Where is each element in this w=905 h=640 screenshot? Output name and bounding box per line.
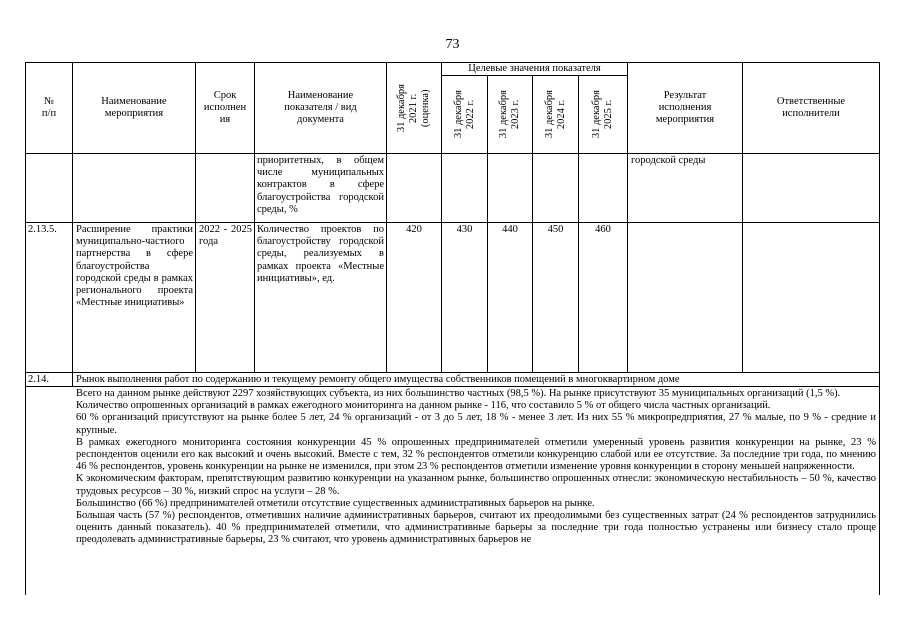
row-2135-deadline: 2022 - 2025 года — [199, 224, 252, 248]
row-divider-214 — [25, 386, 880, 387]
header-responsible: Ответственные исполнители — [776, 95, 846, 119]
header-name: Наименование мероприятия — [101, 95, 167, 119]
header-2025: 31 декабря 2025 г. — [591, 90, 614, 139]
header-2022-cell — [442, 76, 487, 153]
row-divider-continuation — [25, 222, 880, 223]
header-result: Результат исполнения мероприятия — [655, 89, 715, 126]
row-214-title: Рынок выполнения работ по содержанию и текущему ремонту общего имущества собственников помещений в многоквартирном доме — [76, 374, 680, 385]
header-2021: 31 декабря 2021 г. (оценка) — [396, 83, 431, 133]
row-2135-value-2023: 440 — [502, 224, 518, 235]
row-2135-value-2022: 430 — [456, 224, 473, 235]
header-2022: 31 декабря 2022 г. — [452, 90, 476, 139]
header-2023-cell — [488, 76, 532, 153]
header-2021-cell — [387, 63, 441, 153]
description-paragraph: Количество опрошенных организаций в рамках ежегодного мониторинга на данном рынке - 116, что составило 5 % от общего числа частных организаций. — [76, 400, 771, 412]
description-paragraph: Большая часть (57 %) респондентов, отметивших наличие административных барьеров, считают их преодолимыми без существенных затрат (24 % респондентов затруднились оценить данный показатель). 40 % предпринимателей отметили, что административные барьеры за последние три года полностью устранены или бизнесу стало проще преодолевать административные барьеры, 23 % считают, что уровень административных барьеров не — [76, 510, 876, 546]
row-2135-num: 2.13.5. — [28, 224, 57, 235]
header-bottom-border — [25, 153, 880, 154]
header-targets-group: Целевые значения показателя — [468, 63, 601, 74]
row-2135-indicator: Количество проектов по благоустройству городской среды, реализуемых в рамках проекта «Местные инициативы», ед. — [257, 224, 384, 284]
page-number: 73 — [445, 37, 460, 52]
row-214-num: 2.14. — [28, 374, 49, 385]
market-description — [76, 388, 876, 595]
header-2024-cell — [533, 76, 578, 153]
row-divider-2135 — [25, 372, 880, 373]
header-deadline: Срок исполнен ия — [203, 89, 247, 126]
table-right-border — [879, 62, 880, 595]
row-2135-name: Расширение практики муниципально-частного партнерства в сфере благоустройства городской среды в рамках регионального проекта «Местные инициативы» — [76, 224, 193, 309]
header-2024: 31 декабря 2024 г. — [543, 90, 567, 139]
header-2023: 31 декабря 2023 г. — [498, 90, 521, 139]
header-2025-cell — [579, 76, 627, 153]
continuation-indicator: приоритетных, в общем числе муниципальных контрактов в сфере благоустройства городской среды, % — [257, 155, 384, 215]
continuation-result: городской среды — [631, 155, 706, 166]
description-paragraph: Большинство (66 %) предпринимателей отметили отсутствие существенных административных барьеров на рынке. — [76, 497, 595, 509]
description-paragraph: 60 % организаций присутствуют на рынке более 5 лет, 24 % организаций - от 3 до 5 лет, 18 % - менее 3 лет. Из них 55 % микропредприятия, 27 % малые, по 9 % - средние и крупные. — [76, 412, 876, 436]
description-paragraph: Всего на данном рынке действуют 2297 хозяйствующих субъекта, из них большинство частных (98,5 %). На рынке присутствуют 35 муниципальных организаций (1,5 %). — [76, 388, 841, 399]
row-2135-value-2021: 420 — [406, 224, 422, 235]
header-indicator: Наименование показателя / вид документа — [284, 89, 357, 126]
description-paragraph: В рамках ежегодного мониторинга состояния конкуренции 45 % опрошенных предпринимателей отметили умеренный уровень развития конкуренции на рынке, 23 % респондентов оценили его как высокий и очень высокий. Вместе с тем, 32 % респондентов отметили конкуренцию слабой или ее отсутствие. За последние три года, по мнению 46 % респондентов, уровень конкуренции на рынке не изменился, при этом 23 % респондентов отметили изменение уровня конкуренции в сторону меньшей напряженности. — [76, 436, 876, 473]
row-2135-value-2025: 460 — [595, 224, 611, 235]
header-num: № п/п — [41, 95, 57, 119]
row-2135-value-2024: 450 — [547, 224, 564, 235]
description-paragraph: К экономическим факторам, препятствующим развитию конкуренции на указанном рынке, большинство опрошенных отнесли: экономическую нестабильность – 50 %, качество трудовых ресурсов – 30 %, низкий спрос на услуги – 28 %. — [76, 473, 876, 497]
